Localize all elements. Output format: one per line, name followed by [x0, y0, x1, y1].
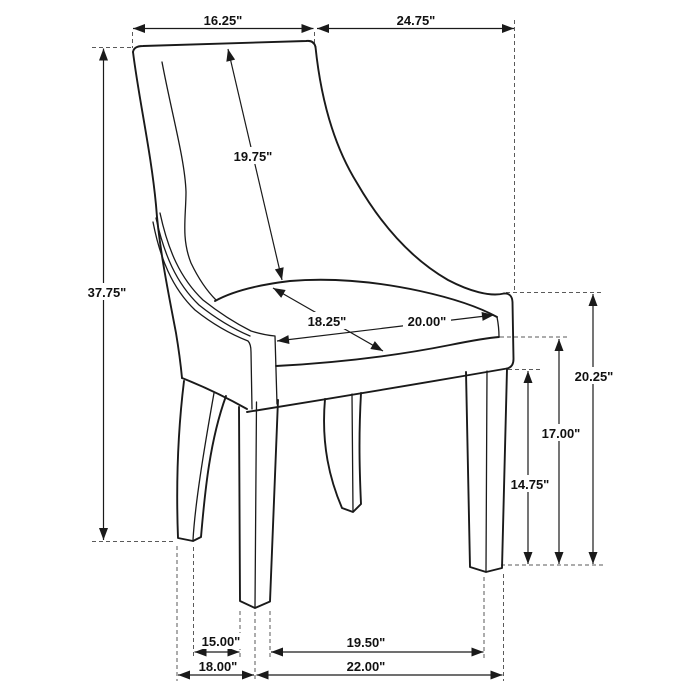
- dim-label-base-depth: 18.00": [198, 659, 238, 674]
- dim-label-arm-height: 20.25": [574, 369, 614, 384]
- dim-label-leg-gap-side: 15.00": [201, 634, 241, 649]
- dim-label-backrest-length: 19.75": [233, 149, 273, 164]
- dim-label-seat-depth: 18.25": [307, 314, 347, 329]
- dim-label-base-width: 22.00": [346, 659, 386, 674]
- dim-label-overall-height: 37.75": [87, 285, 127, 300]
- dim-label-seat-height: 17.00": [541, 426, 581, 441]
- dim-label-rail-floor-gap: 14.75": [510, 477, 550, 492]
- dim-label-seat-width: 20.00": [407, 314, 447, 329]
- dim-label-back-top-width: 16.25": [203, 13, 243, 28]
- dim-label-top-to-arm-depth: 24.75": [396, 13, 436, 28]
- dim-label-front-leg-span: 19.50": [346, 635, 386, 650]
